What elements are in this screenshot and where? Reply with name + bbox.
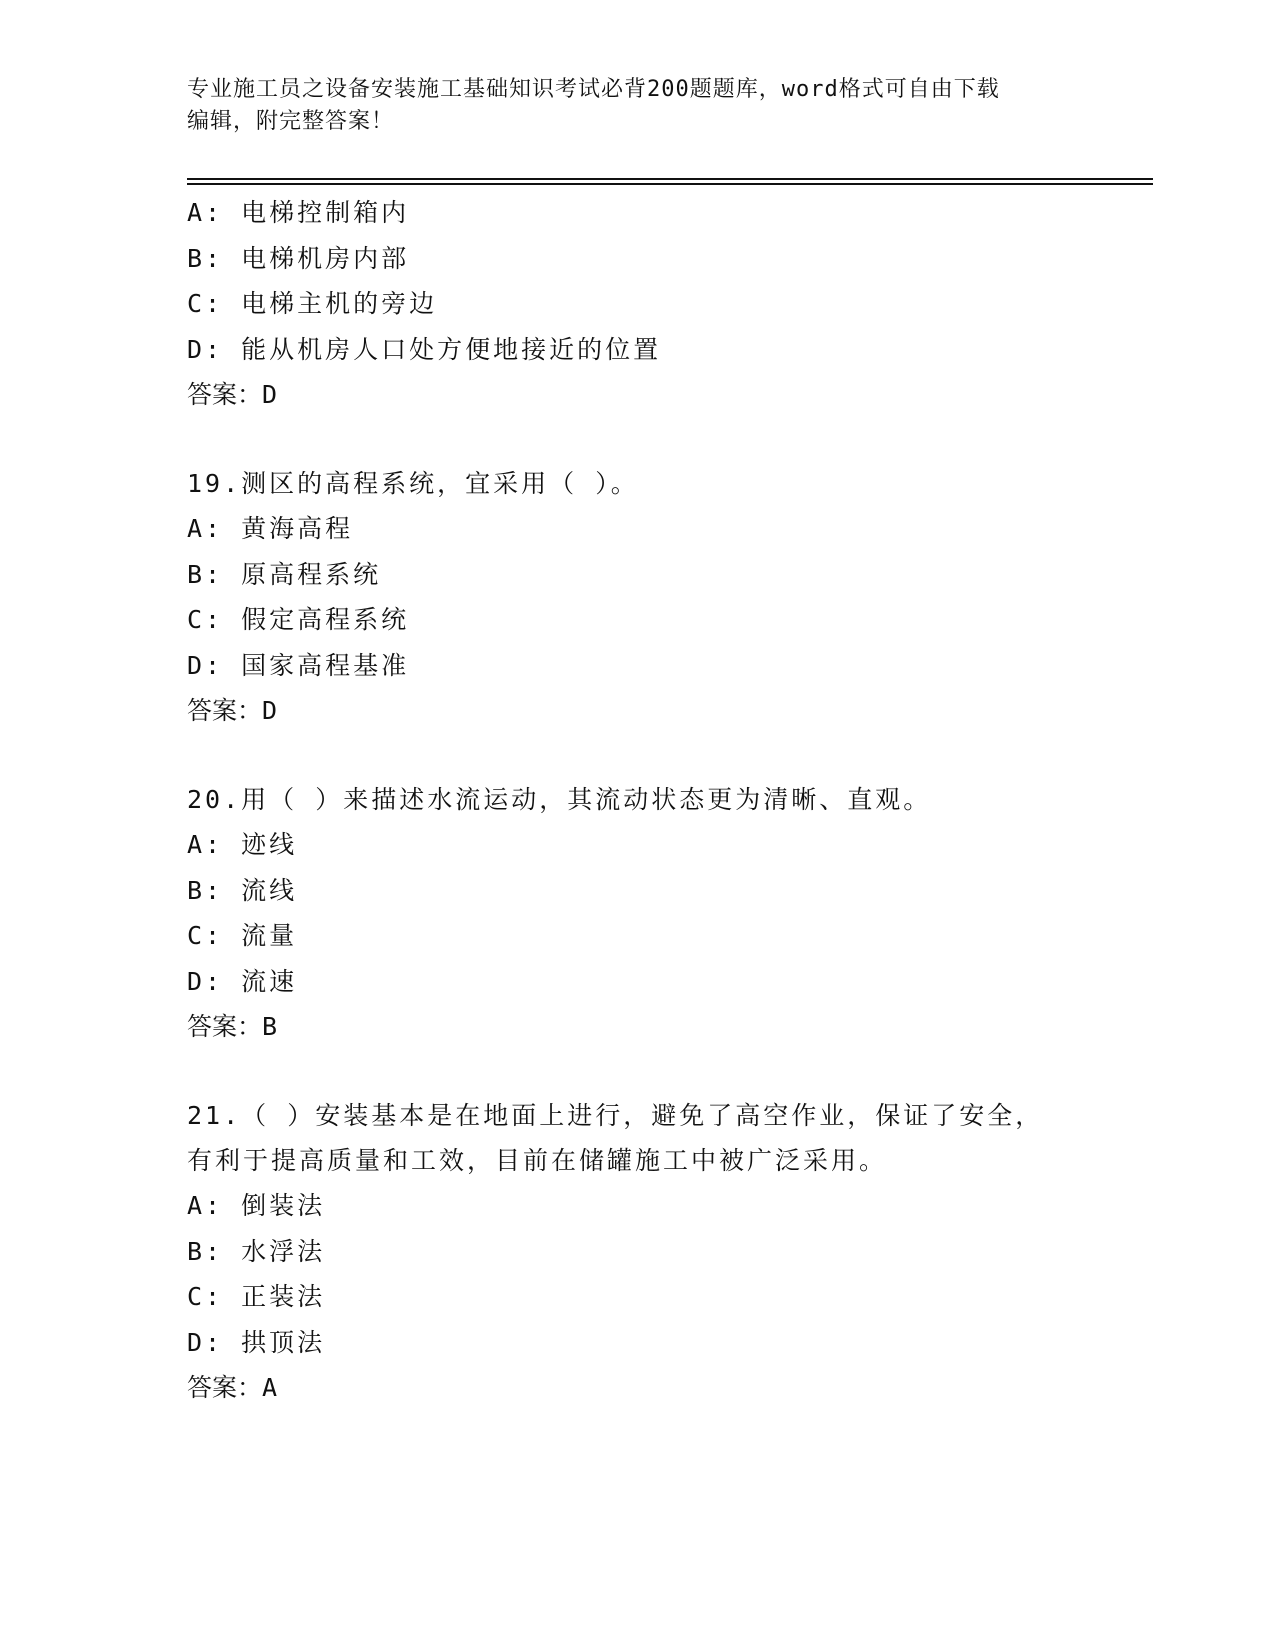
- answer-value: A: [262, 1373, 278, 1402]
- question-text-line-2: 有利于提高质量和工效，目前在储罐施工中被广泛采用。: [187, 1146, 888, 1175]
- option-b: B: 原高程系统: [187, 559, 382, 589]
- option-c: C: 假定高程系统: [187, 605, 410, 634]
- answer-label: 答案：: [187, 1373, 263, 1402]
- answer-label: 答案：: [187, 696, 263, 725]
- option-a: A: 迹线: [187, 830, 298, 859]
- answer-value: B: [262, 1012, 278, 1041]
- option-b: B: 电梯机房内部: [187, 243, 410, 273]
- answer-line: [187, 1365, 1087, 1410]
- question-list: [187, 190, 1087, 1410]
- answer-label: 答案：: [187, 380, 263, 409]
- option-b: B: 水浮法: [187, 1236, 326, 1266]
- question-block-18: [187, 190, 1087, 417]
- question-block-21: [187, 1093, 1087, 1410]
- answer-value: D: [262, 380, 278, 409]
- question-text-line-1: 21.（ ）安装基本是在地面上进行，避免了高空作业，保证了安全，: [187, 1101, 1044, 1130]
- header-title-line-2: 编辑，附完整答案！: [187, 109, 395, 134]
- option-a: A: 倒装法: [187, 1191, 326, 1220]
- option-c: C: 正装法: [187, 1282, 326, 1311]
- option-d: D: 能从机房人口处方便地接近的位置: [187, 334, 662, 364]
- option-d: D: 流速: [187, 966, 298, 996]
- header-divider-bottom: [187, 183, 1153, 185]
- answer-label: 答案：: [187, 1012, 263, 1041]
- question-block-20: [187, 777, 1087, 1049]
- header-title-line-1: 专业施工员之设备安装施工基础知识考试必背200题题库，word格式可自由下载: [187, 77, 1000, 102]
- document-header: [187, 74, 1067, 138]
- option-d: D: 拱顶法: [187, 1327, 326, 1357]
- option-c: C: 电梯主机的旁边: [187, 289, 438, 318]
- option-a: A: 电梯控制箱内: [187, 198, 410, 227]
- answer-line: [187, 372, 1087, 417]
- option-c: C: 流量: [187, 921, 298, 950]
- option-d: D: 国家高程基准: [187, 650, 410, 680]
- option-a: A: 黄海高程: [187, 514, 354, 543]
- header-divider-top: [187, 178, 1153, 180]
- answer-line: [187, 1004, 1087, 1049]
- question-text: 20.用（ ）来描述水流运动，其流动状态更为清晰、直观。: [187, 785, 932, 814]
- question-text: 19.测区的高程系统，宜采用（ ）。: [187, 469, 639, 498]
- answer-value: D: [262, 696, 278, 725]
- question-block-19: [187, 461, 1087, 733]
- answer-line: [187, 688, 1087, 733]
- option-b: B: 流线: [187, 875, 298, 905]
